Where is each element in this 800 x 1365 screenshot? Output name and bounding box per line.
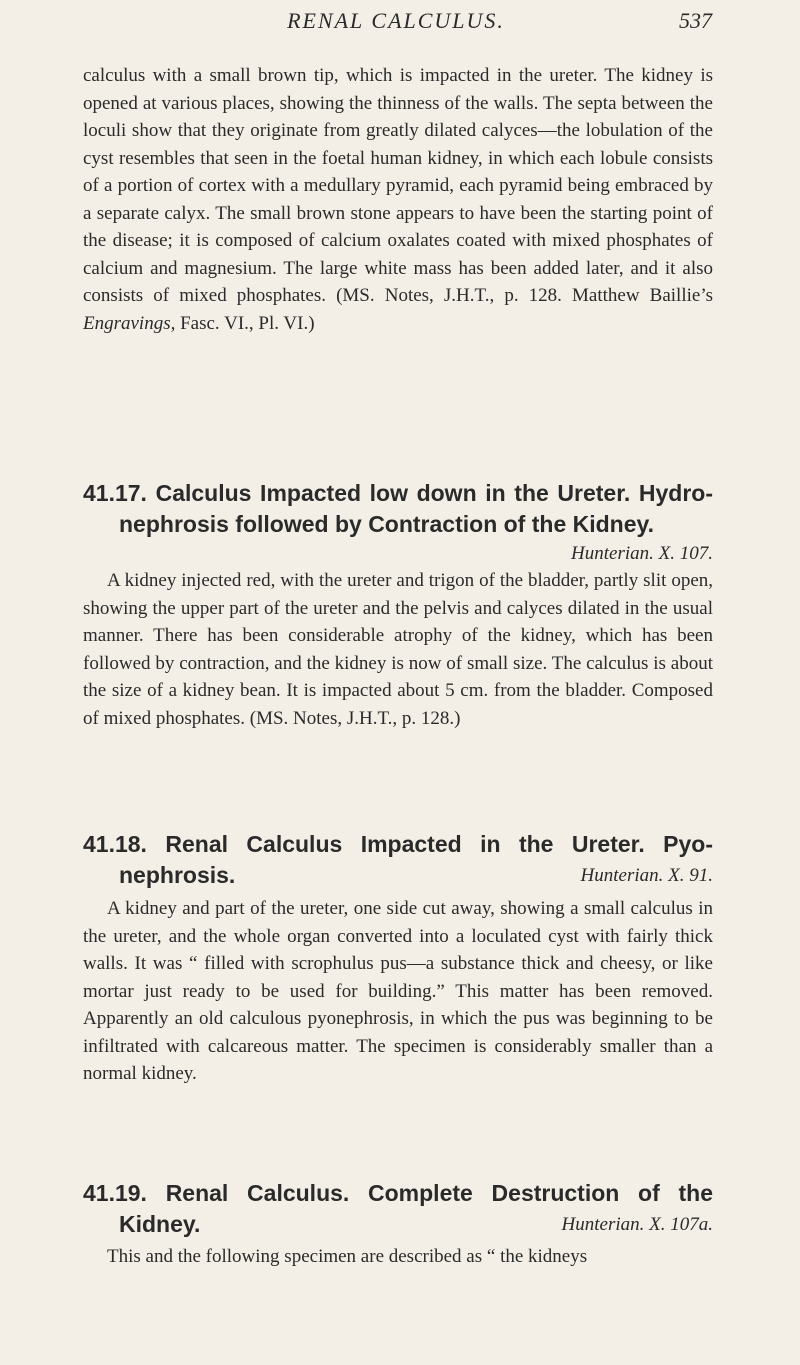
entry-title: Renal Calculus Impacted in the Ureter. Pyo- [165, 831, 714, 857]
intro-text-a: calculus with a small brown tip, which is impacted in the ureter. The kidney is opened at various places, showing the thinness of the walls. The septa between the loculi show that they originate from greatly dilated calyces—the lobulation of the cyst resembles that seen in the foetal human kidney, in which each lobule consists of a portion of cortex with a medullary pyramid, each pyramid being embraced by a separate calyx. The small brown stone appears to have been the starting point of the disease; it is composed of calcium oxalates coated with mixed phosphates of calcium and magnesium. The large white mass has been added later, and it also consists of mixed phosphates. (MS. Notes, J.H.T., p. 128. Matthew Baillie’s [83, 65, 713, 306]
page-header [80, 8, 712, 48]
entry-title: Calculus Impacted low down in the Ureter. Hydro- [155, 480, 714, 506]
entry-source: Hunterian. X. 107a. [561, 1214, 713, 1235]
entry-title: Renal Calculus. Complete Destruction of the [165, 1180, 713, 1206]
entry-body-41-18 [83, 895, 713, 1088]
entry-body-text: A kidney and part of the ureter, one side cut away, showing a small calculus in the ureter, and the whole organ converted into a loculated cyst with fairly thick walls. It was “ filled with scrophulus pus—a substance thick and cheesy, or like mortar just ready to be used for building.” This matter has been removed. Apparently an old calculous pyonephrosis, in which the pus was beginning to be infiltrated with calcareous matter. The specimen is considerably smaller than a normal kidney. [83, 898, 713, 1084]
entry-heading-41-19 [83, 1178, 713, 1240]
intro-text-b: Fasc. VI., Pl. VI.) [175, 312, 315, 334]
entry-number: 41.18. [83, 831, 147, 857]
entry-body-41-19 [83, 1243, 713, 1271]
entry-body-text: A kidney injected red, with the ureter and trigon of the bladder, partly slit open, showing the upper part of the ureter and the pelvis and calyces dilated in the usual manner. There has been considerable atrophy of the kidney, which has been followed by contraction, and the kidney is now of small size. The calculus is about the size of a kidney bean. It is impacted about 5 cm. from the bladder. Composed of mixed phosphates. (MS. Notes, J.H.T., p. 128.) [83, 570, 713, 729]
entry-title-line2: nephrosis. Hunterian. X. 91. [83, 860, 713, 891]
entry-title-line2: Kidney. Hunterian. X. 107a. [83, 1209, 713, 1240]
running-head: RENAL CALCULUS. [287, 8, 505, 33]
entry-source: Hunterian. X. 107. [571, 543, 713, 564]
entry-source: Hunterian. X. 91. [580, 865, 713, 886]
entry-heading-41-17 [83, 478, 713, 567]
entry-number: 41.19. [83, 1180, 147, 1206]
entry-title-line1 [83, 1178, 713, 1209]
entry-title-line1 [83, 478, 713, 509]
entry-heading-41-18 [83, 829, 713, 891]
page-number: 537 [679, 8, 712, 33]
entry-body-41-17 [83, 567, 713, 732]
entry-title-line1 [83, 829, 713, 860]
entry-body-text: This and the following specimen are described as “ the kidneys [107, 1246, 588, 1267]
entry-number: 41.17. [83, 480, 147, 506]
intro-paragraph [83, 62, 713, 337]
entry-title-line2: nephrosis followed by Contraction of the Kidney. [119, 511, 654, 537]
intro-text-italic: Engravings, [83, 312, 176, 334]
